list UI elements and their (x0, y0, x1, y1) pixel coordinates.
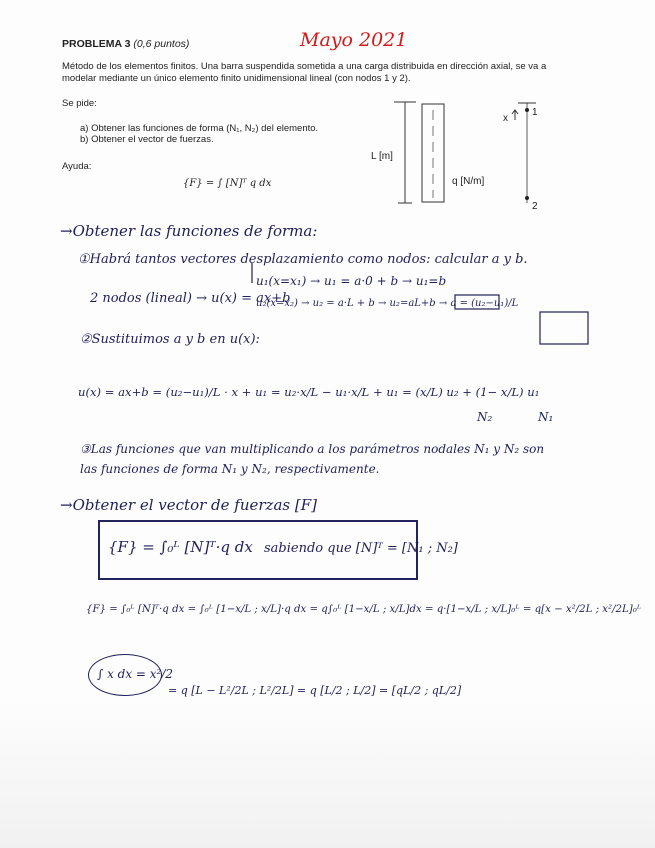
boxed-formula: {F} = ∫₀ᴸ [N]ᵀ·q dx (108, 538, 253, 556)
step-1: ①Habrá tantos vectores desplazamiento como nodos: calcular a y b. (78, 252, 528, 267)
node-2-label: 2 (532, 201, 538, 212)
n2-label: N₂ (477, 410, 493, 424)
n1-label: N₁ (538, 410, 554, 424)
task-a: a) Obtener las funciones de forma (N₁, N₂) del elemento. (80, 123, 319, 134)
final-result: = q [L − L²/2L ; L²/2L] = q [L/2 ; L/2] = [qL/2 ; qL/2] (168, 684, 462, 697)
heading-shape-functions: →Obtener las funciones de forma: (60, 222, 318, 240)
intro-text: Método de los elementos finitos. Una barra suspendida sometida a una carga distribuida en dirección axial, se va a modelar mediante un único elemento finito unidimensional lineal (con nodos 1 y 2). (62, 61, 547, 84)
system-eq-1: u₁(x=x₁) → u₁ = a·0 + b → u₁=b (256, 274, 447, 288)
problem-label: PROBLEMA 3 (62, 38, 131, 50)
load-label: q [N/m] (452, 176, 485, 187)
help-formula: {F} = ∫ [N]ᵀ q dx (183, 178, 272, 189)
length-label: L [m] (371, 151, 393, 162)
sabiendo-text: sabiendo que [N]ᵀ = [N₁ ; N₂] (264, 541, 458, 556)
integral-expression: {F} = ∫₀ᴸ [N]ᵀ·q dx = ∫₀ᴸ [1−x/L ; x/L]·q dx = q∫₀ᴸ [1−x/L ; x/L]dx = q·[1−x/L ; x/L]₀ᴸ = q[x − x²/2L ; x²/2L]₀ᴸ (86, 604, 642, 615)
node-1-label: 1 (532, 107, 538, 118)
task-b: b) Obtener el vector de fuerzas. (80, 134, 214, 145)
result-box-a (540, 312, 588, 344)
heading-force-vector: →Obtener el vector de fuerzas [F] (60, 496, 317, 514)
ayuda-label: Ayuda: (62, 161, 92, 172)
nodes-line: 2 nodos (lineal) → u(x) = ax+b (90, 291, 291, 306)
node-1-marker (525, 108, 529, 112)
x-axis-label: x (503, 113, 508, 124)
step-3-line-2: las funciones de forma N₁ y N₂, respectivamente. (80, 462, 380, 476)
problem-points: (0,6 puntos) (133, 38, 190, 50)
se-pide-label: Se pide: (62, 98, 97, 109)
node-2-marker (525, 196, 529, 200)
ux-expression: u(x) = ax+b = (u₂−u₁)/L · x + u₁ = u₂·x/L − u₁·x/L + u₁ = (x/L) u₂ + (1− x/L) u₁ (78, 385, 540, 399)
system-eq-2: u₂(x=x₂) → u₂ = a·L + b → u₂=aL+b → a = (u₂−u₁)/L (256, 298, 519, 309)
step-2: ②Sustituimos a y b en u(x): (80, 332, 260, 347)
aside-integral: ∫ x dx = x²/2 (97, 667, 174, 681)
date-note: Mayo 2021 (300, 29, 408, 51)
step-3-line-1: ③Las funciones que van multiplicando a los parámetros nodales N₁ y N₂ son (80, 442, 545, 456)
